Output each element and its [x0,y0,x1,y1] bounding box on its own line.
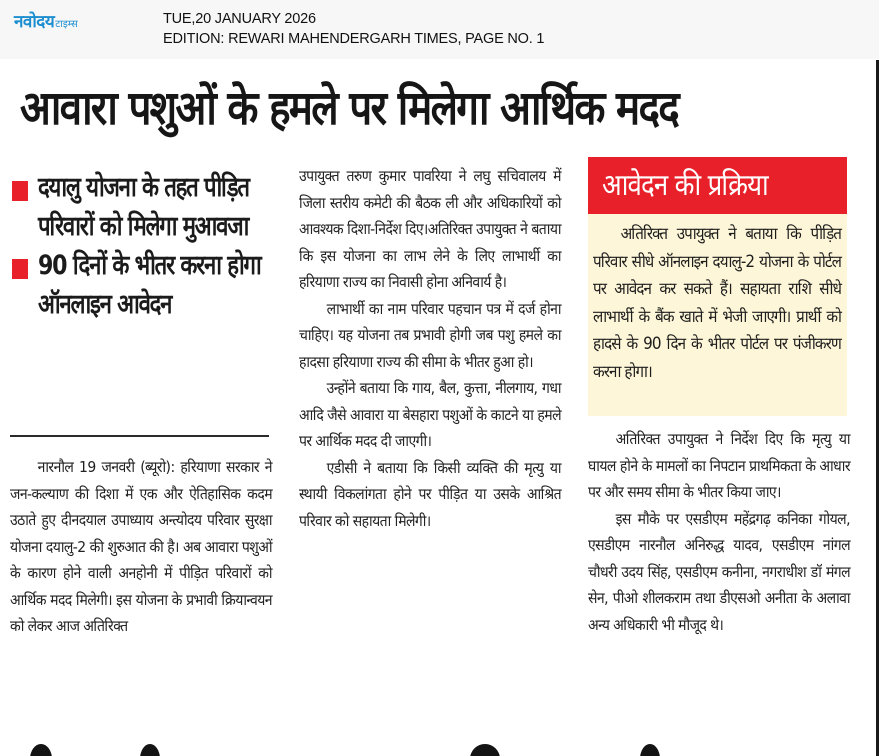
logo-main-text: नवोदय [14,12,55,32]
highlight-text: दयालु योजना के तहत पीड़ित परिवारों को मिलेगा मुआवजा [38,172,249,242]
cropped-glyph [640,744,660,756]
sidebar-box-title [588,157,847,214]
article-column-2 [299,163,561,534]
article-paragraph: उन्होंने बताया कि गाय, बैल, कुत्ता, नीलगाय, गधा आदि जैसे आवारा या बेसहारा पशुओं के काटने या हमले पर आर्थिक मदद दी जाएगी। [299,379,561,450]
logo-sub-text: टाइम्स [55,19,78,30]
edition-date: TUE,20 JANUARY 2026 [163,11,316,27]
highlight-text: 90 दिनों के भीतर करना होगा ऑनलाइन आवेदन [38,250,261,320]
article-paragraph: लाभार्थी का नाम परिवार पहचान पत्र में दर्ज होना चाहिए। यह योजना तब प्रभावी होगी जब पशु हमले का हादसा हरियाणा राज्य की सीमा के भीतर हुआ हो। [299,299,561,371]
red-square-bullet-icon [12,181,28,201]
sidebar-box-title-text: आवेदन की प्रक्रिया [602,168,768,203]
highlight-item [10,246,275,324]
article-column-3 [588,426,850,638]
highlight-item [10,168,275,246]
article-paragraph: उपायुक्त तरुण कुमार पावरिया ने लघु सचिवालय में जिला स्तरीय कमेटी की बैठक ली और अधिकारियों को आवश्यक दिशा-निर्देश दिए।अतिरिक्त उपायुक्त ने बताया कि इस योजना का लाभ लेने के लिए लाभार्थी का हरियाणा राज्य का निवासी होना अनिवार्य है। [299,167,561,291]
article-headline: आवारा पशुओं के हमले पर मिलेगा आर्थिक मदद [20,81,678,136]
article-paragraph: एडीसी ने बताया कि किसी व्यक्ति की मृत्यु या स्थायी विकलांगता होने पर पीड़ित या उसके आश्रित परिवार को सहायता मिलेगी। [299,458,561,530]
cropped-glyph [140,744,160,756]
article-column-1 [10,454,272,640]
article-paragraph: नारनौल 19 जनवरी (ब्यूरो): हरियाणा सरकार ने जन-कल्याण की दिशा में एक और ऐतिहासिक कदम उठाते हुए दीनदयाल उपाध्याय अन्त्योदय परिवार सुरक्षा योजना दयालु-2 की शुरुआत की है। अब आवारा पशुओं के कारण होने वाली अनहोनी में पीड़ित परिवारों को आर्थिक मदद मिलेगी। इस योजना के प्रभावी क्रियान्वयन को लेकर आज अतिरिक्त [10,458,272,635]
newspaper-logo[interactable] [14,9,78,31]
next-headline-cropped [0,744,876,756]
edition-name: EDITION: REWARI MAHENDERGARH TIMES, PAGE NO. 1 [163,31,545,47]
cropped-glyph [30,744,52,756]
article-paragraph: इस मौके पर एसडीएम महेंद्रगढ़ कनिका गोयल, एसडीएम नारनौल अनिरुद्ध यादव, एसडीएम नांगल चौधरी उदय सिंह, एसडीएम कनीना, नगराधीश डॉ मंगल सेन, पीओ शीलकराम तथा डीएसओ अनीता के अलावा अन्य अधिकारी भी मौजूद थे। [588,509,850,634]
sidebar-box-text: अतिरिक्त उपायुक्त ने बताया कि पीड़ित परिवार सीधे ऑनलाइन दयालु-2 योजना के पोर्टल पर आवेदन कर सकते हैं। सहायता राशि सीधे लाभार्थी के बैंक खाते में भेजी जाएगी। प्रार्थी को हादसे के 90 दिन के भीतर पोर्टल पर पंजीकरण करना होगा। [593,224,841,381]
edition-header [0,0,879,59]
red-square-bullet-icon [12,259,28,279]
highlights-divider [10,435,269,437]
article-paragraph: अतिरिक्त उपायुक्त ने निर्देश दिए कि मृत्यु या घायल होने के मामलों का निपटान प्राथमिकता के आधार पर और समय सीमा के भीतर किया जाए। [588,430,850,501]
highlights-list [10,168,275,324]
sidebar-box-body [588,214,847,416]
cropped-glyph [470,744,500,756]
edition-meta [163,9,544,49]
